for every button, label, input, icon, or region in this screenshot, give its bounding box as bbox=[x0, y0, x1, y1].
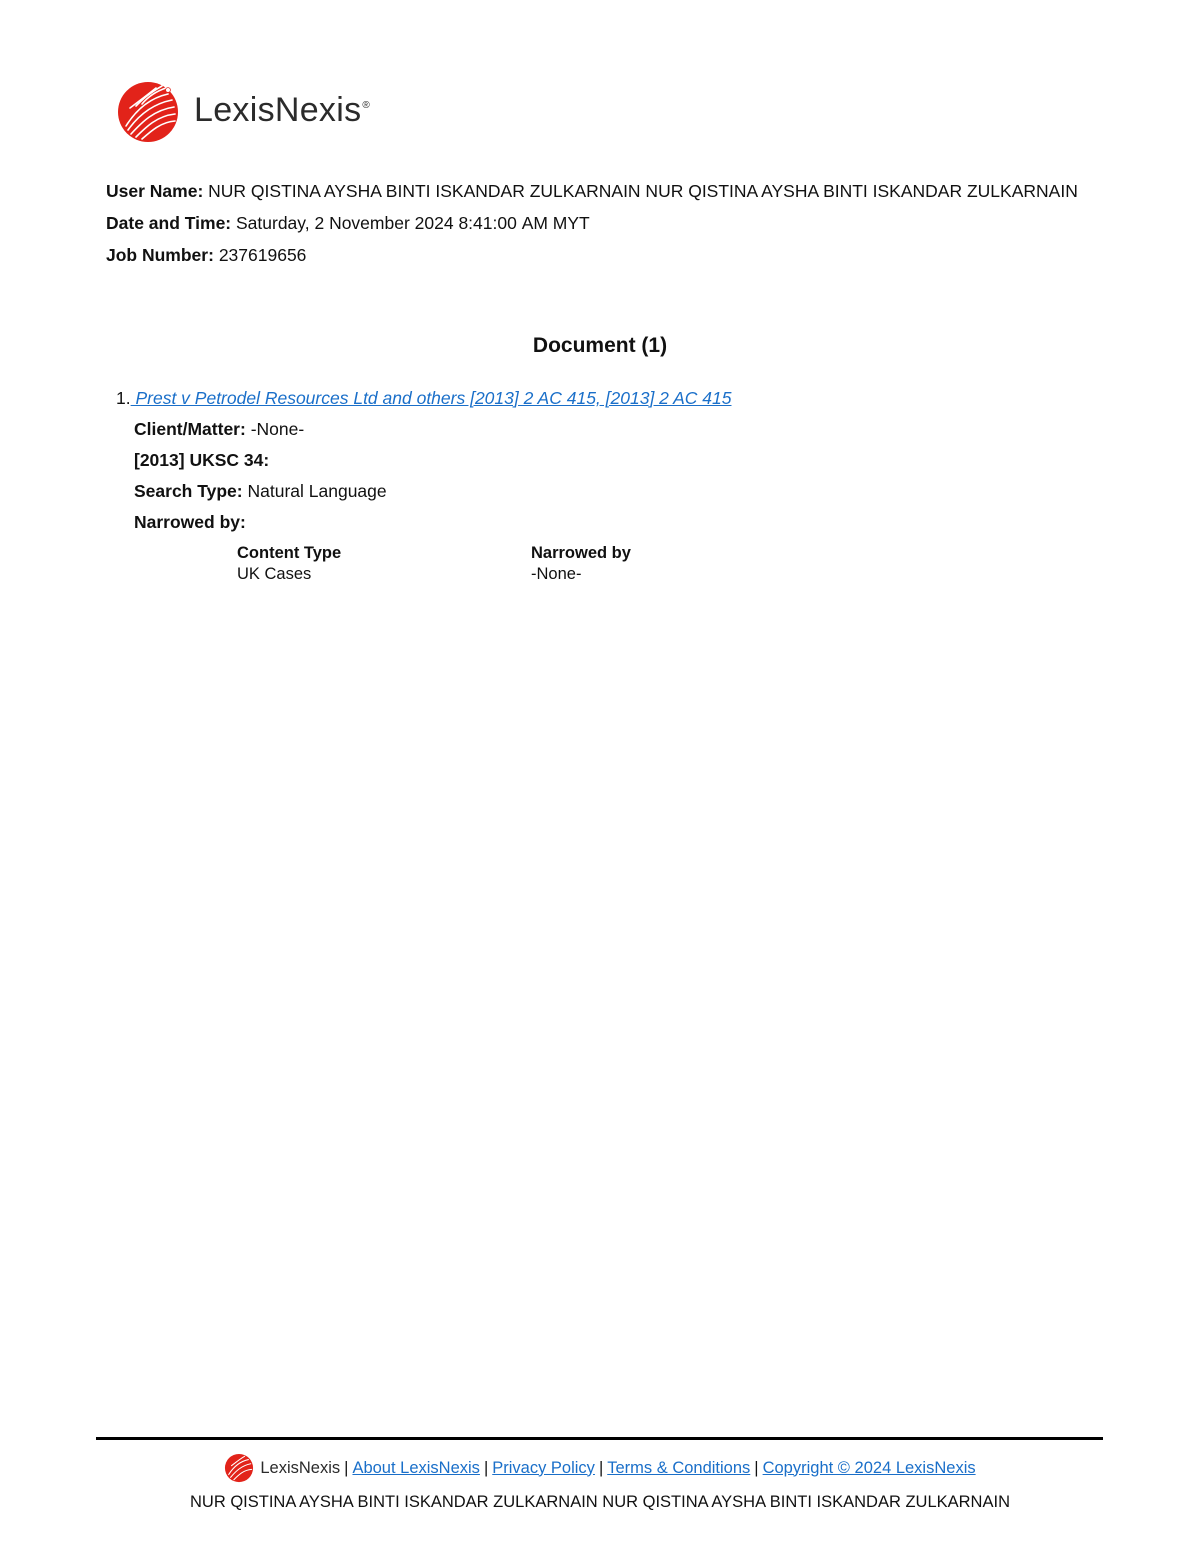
footer-links bbox=[0, 1453, 1200, 1483]
document-list bbox=[116, 385, 1076, 585]
citation-row bbox=[134, 447, 1076, 473]
copyright-link[interactable]: Copyright © 2024 LexisNexis bbox=[762, 1458, 976, 1477]
client-matter-row bbox=[134, 416, 1076, 442]
brand-name: LexisNexis® bbox=[194, 90, 371, 129]
terms-conditions-link[interactable]: Terms & Conditions bbox=[607, 1458, 751, 1477]
date-time-row bbox=[106, 210, 1096, 236]
date-time-label: Date and Time: bbox=[106, 213, 232, 233]
job-number-row bbox=[106, 242, 1096, 268]
client-matter-label: Client/Matter: bbox=[134, 419, 246, 439]
footer-user-name: NUR QISTINA AYSHA BINTI ISKANDAR ZULKARNAIN NUR QISTINA AYSHA BINTI ISKANDAR ZULKARNAIN bbox=[190, 1493, 1010, 1511]
footer-separator: | bbox=[598, 1458, 604, 1477]
narrowed-by-row bbox=[134, 509, 1076, 535]
user-name-row bbox=[106, 178, 1096, 204]
document-title-link[interactable]: Prest v Petrodel Resources Ltd and others [2013] 2 AC 415, [2013] 2 AC 415 bbox=[130, 388, 732, 408]
citation-label: [2013] UKSC 34: bbox=[134, 450, 270, 470]
about-lexisnexis-link[interactable]: About LexisNexis bbox=[352, 1458, 480, 1477]
footer-separator: | bbox=[344, 1458, 349, 1477]
document-heading: Document (1) bbox=[532, 334, 668, 357]
date-time-value: Saturday, 2 November 2024 8:41:00 AM MYT bbox=[236, 213, 590, 233]
narrowed-by-table bbox=[237, 543, 1076, 585]
user-name-value: NUR QISTINA AYSHA BINTI ISKANDAR ZULKARNAIN NUR QISTINA AYSHA BINTI ISKANDAR ZULKARNAIN bbox=[208, 181, 1078, 201]
job-number-label: Job Number: bbox=[106, 245, 214, 265]
document-details bbox=[116, 416, 1076, 585]
document-item-number: 1. bbox=[116, 388, 131, 408]
privacy-policy-link[interactable]: Privacy Policy bbox=[492, 1458, 595, 1477]
footer-separator: | bbox=[754, 1458, 759, 1477]
narrowed-by-header: Narrowed by bbox=[531, 544, 631, 562]
user-name-label: User Name: bbox=[106, 181, 204, 201]
lexisnexis-logo bbox=[116, 80, 370, 144]
footer-brand-name: LexisNexis bbox=[260, 1458, 341, 1477]
content-type-value: UK Cases bbox=[237, 565, 312, 583]
job-meta bbox=[106, 178, 1096, 274]
lexisnexis-globe-icon bbox=[224, 1453, 254, 1483]
job-number-value: 237619656 bbox=[218, 245, 307, 265]
footer-separator: | bbox=[483, 1458, 489, 1477]
content-type-header: Content Type bbox=[237, 544, 342, 562]
client-matter-value: -None- bbox=[250, 419, 305, 439]
lexisnexis-globe-icon bbox=[116, 80, 180, 144]
document-item bbox=[116, 385, 1076, 585]
narrowed-by-label: Narrowed by: bbox=[134, 512, 246, 532]
search-type-row bbox=[134, 478, 1076, 504]
footer-divider bbox=[96, 1437, 1103, 1440]
narrowed-by-value: -None- bbox=[531, 565, 582, 583]
search-type-value: Natural Language bbox=[247, 481, 387, 501]
search-type-label: Search Type: bbox=[134, 481, 243, 501]
footer-logo bbox=[224, 1453, 340, 1483]
